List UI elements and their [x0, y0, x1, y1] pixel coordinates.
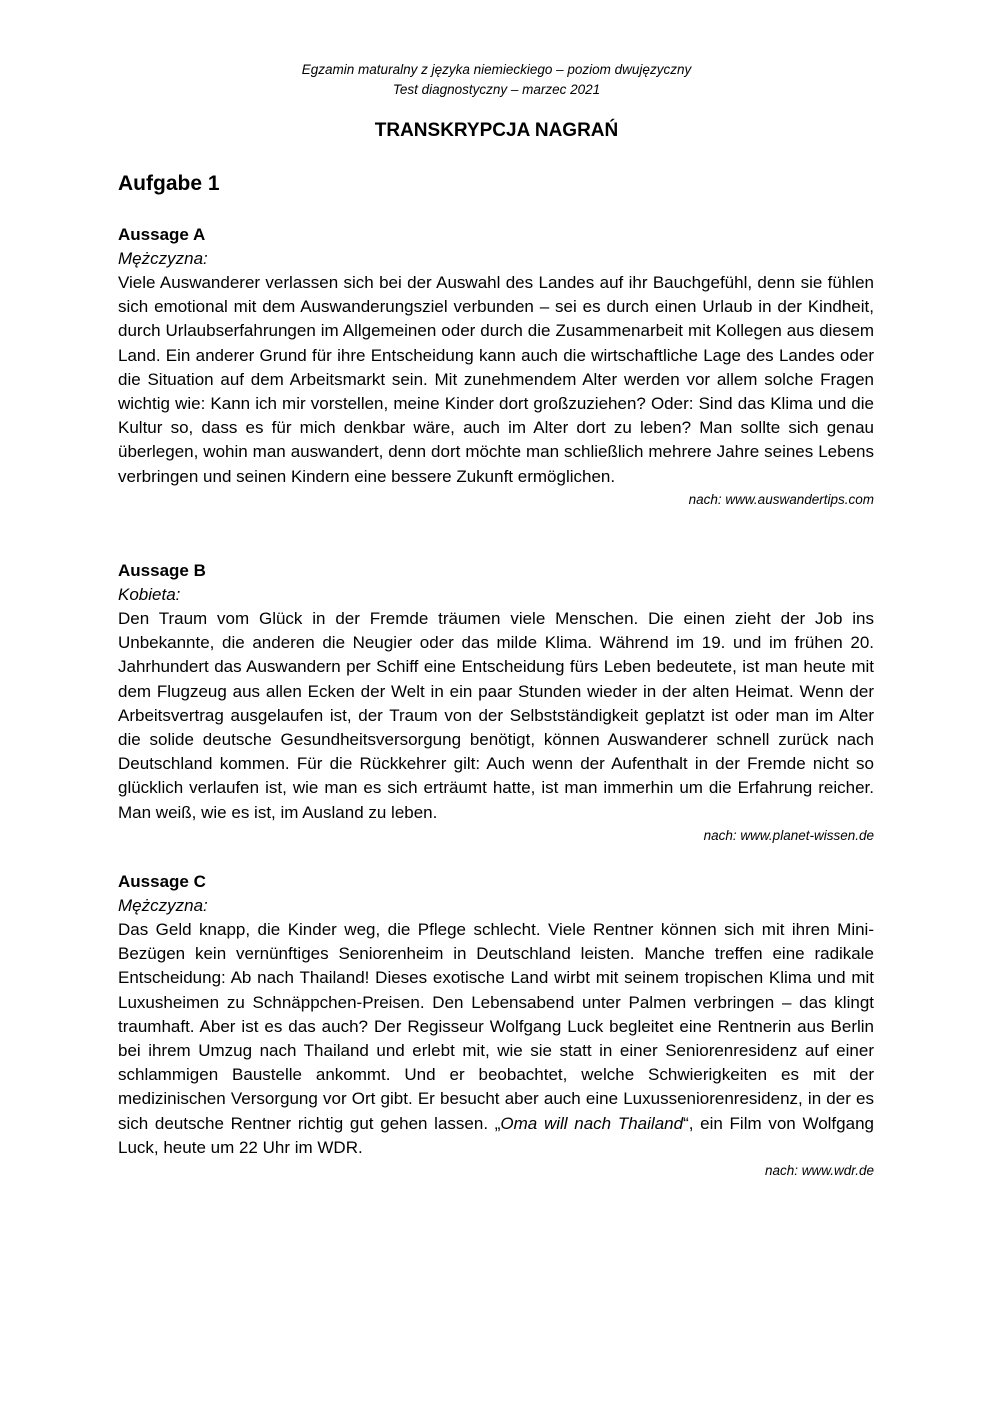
aussage-c-text: [118, 918, 874, 1160]
aussage-b-source: nach: www.planet-wissen.de: [703, 827, 874, 843]
film-announcement: , ein Film von Wolfgang Luck, heute um 22 Uhr im WDR.: [118, 1113, 874, 1157]
aussage-a-text: Viele Auswanderer verlassen sich bei der Auswahl des Landes auf ihr Bauchgefühl, denn sie fühlen sich emotional mit dem Auswanderungsziel verbunden – sei es durch einen Urlaub in der Kindheit, durch Urlaubserfahrungen im Allgemeinen oder durch die Zusammenarbeit mit Kollegen aus diesem Land. Ein anderer Grund für ihre Entscheidung kann auch die wirtschaftliche Lage des Landes oder die Situation auf dem Arbeitsmarkt sein. Mit zunehmendem Alter werden vor allem solche Fragen wichtig wie: Kann ich mir vorstellen, meine Kinder dort großzuziehen? Oder: Sind das Klima und die Kultur so, dass es für mich denkbar wäre, auch im Alter dort zu leben? Man sollte sich genau überlegen, wohin man auswandert, denn dort möchte man schließlich mehrere Jahre seines Lebens verbringen und seinen Kindern eine bessere Zukunft ermöglichen.: [118, 273, 874, 486]
aussage-b-speaker: Kobieta:: [118, 585, 181, 604]
aussage-b-text: Den Traum vom Glück in der Fremde träumen viele Menschen. Die einen zieht der Job ins Unbekannte, die anderen die Neugier oder das milde Klima. Während im 19. und im frühen 20. Jahrhundert das Auswandern per Schiff eine Entscheidung fürs Leben bedeutete, ist man heute mit dem Flugzeug aus allen Ecken der Welt in ein paar Stunden wieder in der alten Heimat. Wenn der Arbeitsvertrag ausgelaufen ist, der Traum von der Selbstständigkeit geplatzt ist oder man im Alter die solide deutsche Gesundheitsversorgung benötigt, können Auswanderer schnell zurück nach Deutschland kommen. Für die Rückkehrer gilt: Auch wenn der Aufenthalt in der Fremde nicht so glücklich verlaufen ist, wie man es sich erträumt hatte, ist man immerhin um die Erfahrung reicher. Man weiß, wie es ist, im Ausland zu leben.: [118, 609, 874, 822]
aussage-b-title: Aussage B: [118, 561, 206, 580]
task-heading: Aufgabe 1: [118, 172, 220, 195]
aussage-a-title: Aussage A: [118, 225, 206, 244]
aussage-c-main-text: Das Geld knapp, die Kinder weg, die Pflege schlecht. Viele Rentner können sich mit ihren Mini-Bezügen kein vernünftiges Seniorenheim in Deutschland leisten. Manche treffen eine radikale Entscheidung: Ab nach Thailand! Dieses exotische Land wirbt mit seinem tropischen Klima und mit Luxusheimen zu Schnäppchen-Preisen. Den Lebensabend unter Palmen verbringen – das klingt traumhaft. Aber ist es das auch? Der Regisseur Wolfgang Luck begleitet eine Rentnerin aus Berlin bei ihrem Umzug nach Thailand und erlebt mit, wie sie statt in einer Seniorenresidenz auf einer schlammigen Baustelle ankommt. Und er beobachtet, welche Schwierigkeiten es mit der medizinischen Versorgung vor Ort gibt. Er besucht aber auch eine Luxusseniorenresidenz, in der es sich deutsche Rentner richtig gut gehen lassen.: [118, 920, 874, 1133]
aussage-c-title: Aussage C: [118, 872, 206, 891]
aussage-a-speaker: Mężczyzna:: [118, 249, 208, 268]
aussage-c-speaker: Mężczyzna:: [118, 896, 208, 915]
aussage-b-section: [118, 559, 874, 846]
film-title: Oma will nach Thailand: [500, 1113, 684, 1133]
document-title: TRANSKRYPCJA NAGRAŃ: [374, 120, 619, 141]
aussage-a-section: [118, 223, 874, 510]
aussage-c-source: nach: www.wdr.de: [764, 1163, 874, 1179]
film-quote-close: “: [683, 1113, 689, 1133]
film-quote-open: „: [494, 1113, 501, 1133]
aussage-a-source: nach: www.auswandertips.com: [688, 491, 874, 507]
aussage-c-section: [118, 870, 874, 1181]
exam-header-line1: Egzamin maturalny z języka niemieckiego – poziom dwujęzyczny: [301, 62, 692, 77]
exam-header-line2: Test diagnostyczny – marzec 2021: [392, 82, 601, 97]
